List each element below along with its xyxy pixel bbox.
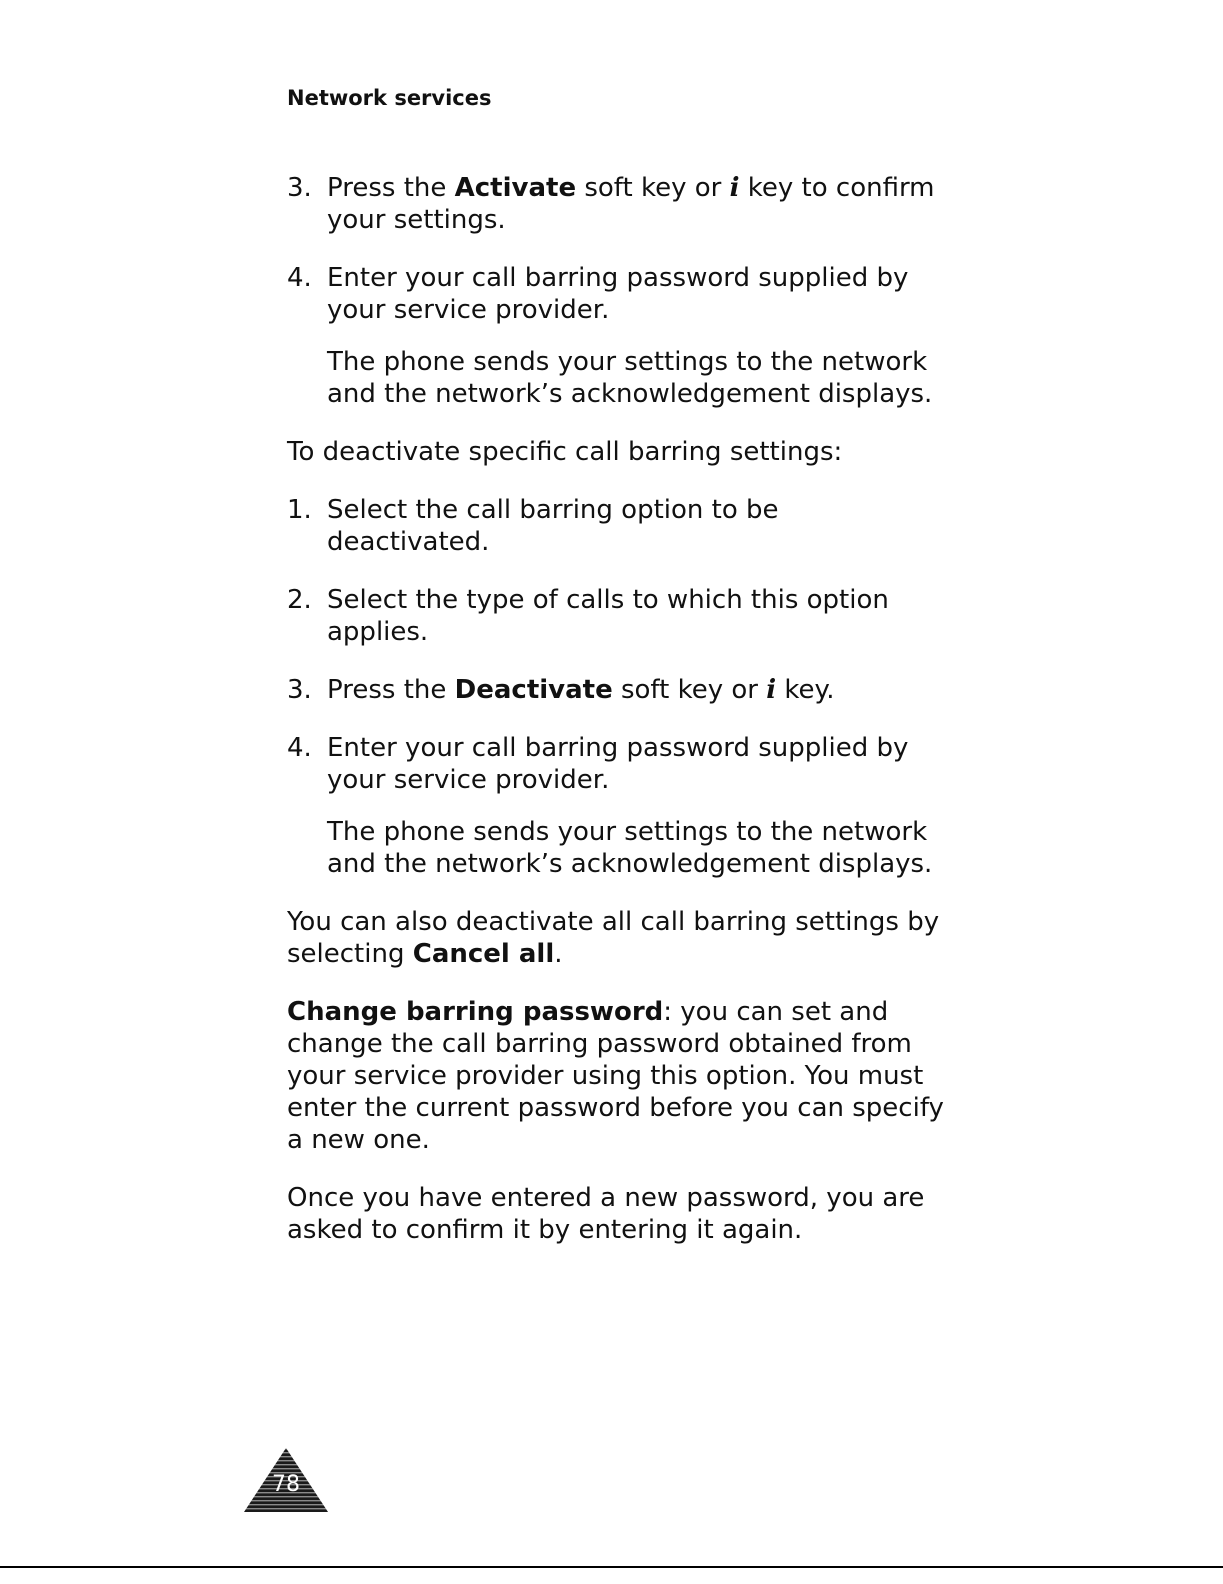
paragraph-text: .	[554, 939, 563, 969]
confirm-password-paragraph: Once you have entered a new password, you are asked to confirm it by entering it again.	[287, 1183, 925, 1245]
step-text	[327, 172, 947, 236]
page-content	[287, 172, 947, 1272]
step-text-part: key.	[776, 675, 835, 705]
bottom-divider	[0, 1566, 1223, 1568]
step-number: 1.	[287, 495, 312, 525]
paragraph-text: : you can set and change the call barring password obtained from your service provider using this option. You must enter the current password before you can specify a new one.	[287, 997, 944, 1155]
deactivate-intro: To deactivate specific call barring settings:	[287, 437, 843, 467]
cancel-all-label: Cancel all	[412, 939, 555, 969]
deactivate-step-4-followup: The phone sends your settings to the network and the network’s acknowledgement displays.	[327, 817, 933, 879]
deactivate-step-4	[287, 732, 947, 796]
info-key-icon: i	[766, 675, 777, 705]
step-text	[327, 674, 947, 706]
step-text-part: Press the	[327, 675, 455, 705]
activate-step-3	[287, 172, 947, 236]
deactivate-step-2	[287, 584, 947, 648]
step-number: 4.	[287, 263, 312, 293]
paragraph-text: You can also deactivate all call barring settings by selecting	[287, 907, 940, 969]
activate-soft-key-label: Activate	[454, 173, 577, 203]
deactivate-soft-key-label: Deactivate	[454, 675, 613, 705]
page-number: 78	[272, 1472, 300, 1497]
step-text: Select the type of calls to which this option applies.	[327, 585, 889, 647]
step-text: Select the call barring option to be deactivated.	[327, 495, 779, 557]
step-number: 3.	[287, 675, 312, 705]
change-password-paragraph	[287, 996, 947, 1156]
step-text-part: soft key or	[612, 675, 767, 705]
activate-step-4	[287, 262, 947, 326]
info-key-icon: i	[729, 173, 740, 203]
step-text: Enter your call barring password supplied by your service provider.	[327, 733, 909, 795]
deactivate-step-1	[287, 494, 947, 558]
step-text-part: soft key or	[576, 173, 730, 203]
step-text-part: key to confirm your settings.	[327, 173, 935, 235]
deactivate-step-3	[287, 674, 947, 706]
step-number: 3.	[287, 173, 312, 203]
section-title: Network services	[287, 86, 492, 110]
step-number: 4.	[287, 733, 312, 763]
cancel-all-paragraph	[287, 906, 947, 970]
change-password-label: Change barring password	[287, 997, 664, 1027]
step-text-part: Press the	[327, 173, 455, 203]
step-number: 2.	[287, 585, 312, 615]
activate-step-4-followup: The phone sends your settings to the network and the network’s acknowledgement displays.	[327, 347, 933, 409]
step-text: Enter your call barring password supplied by your service provider.	[327, 263, 909, 325]
